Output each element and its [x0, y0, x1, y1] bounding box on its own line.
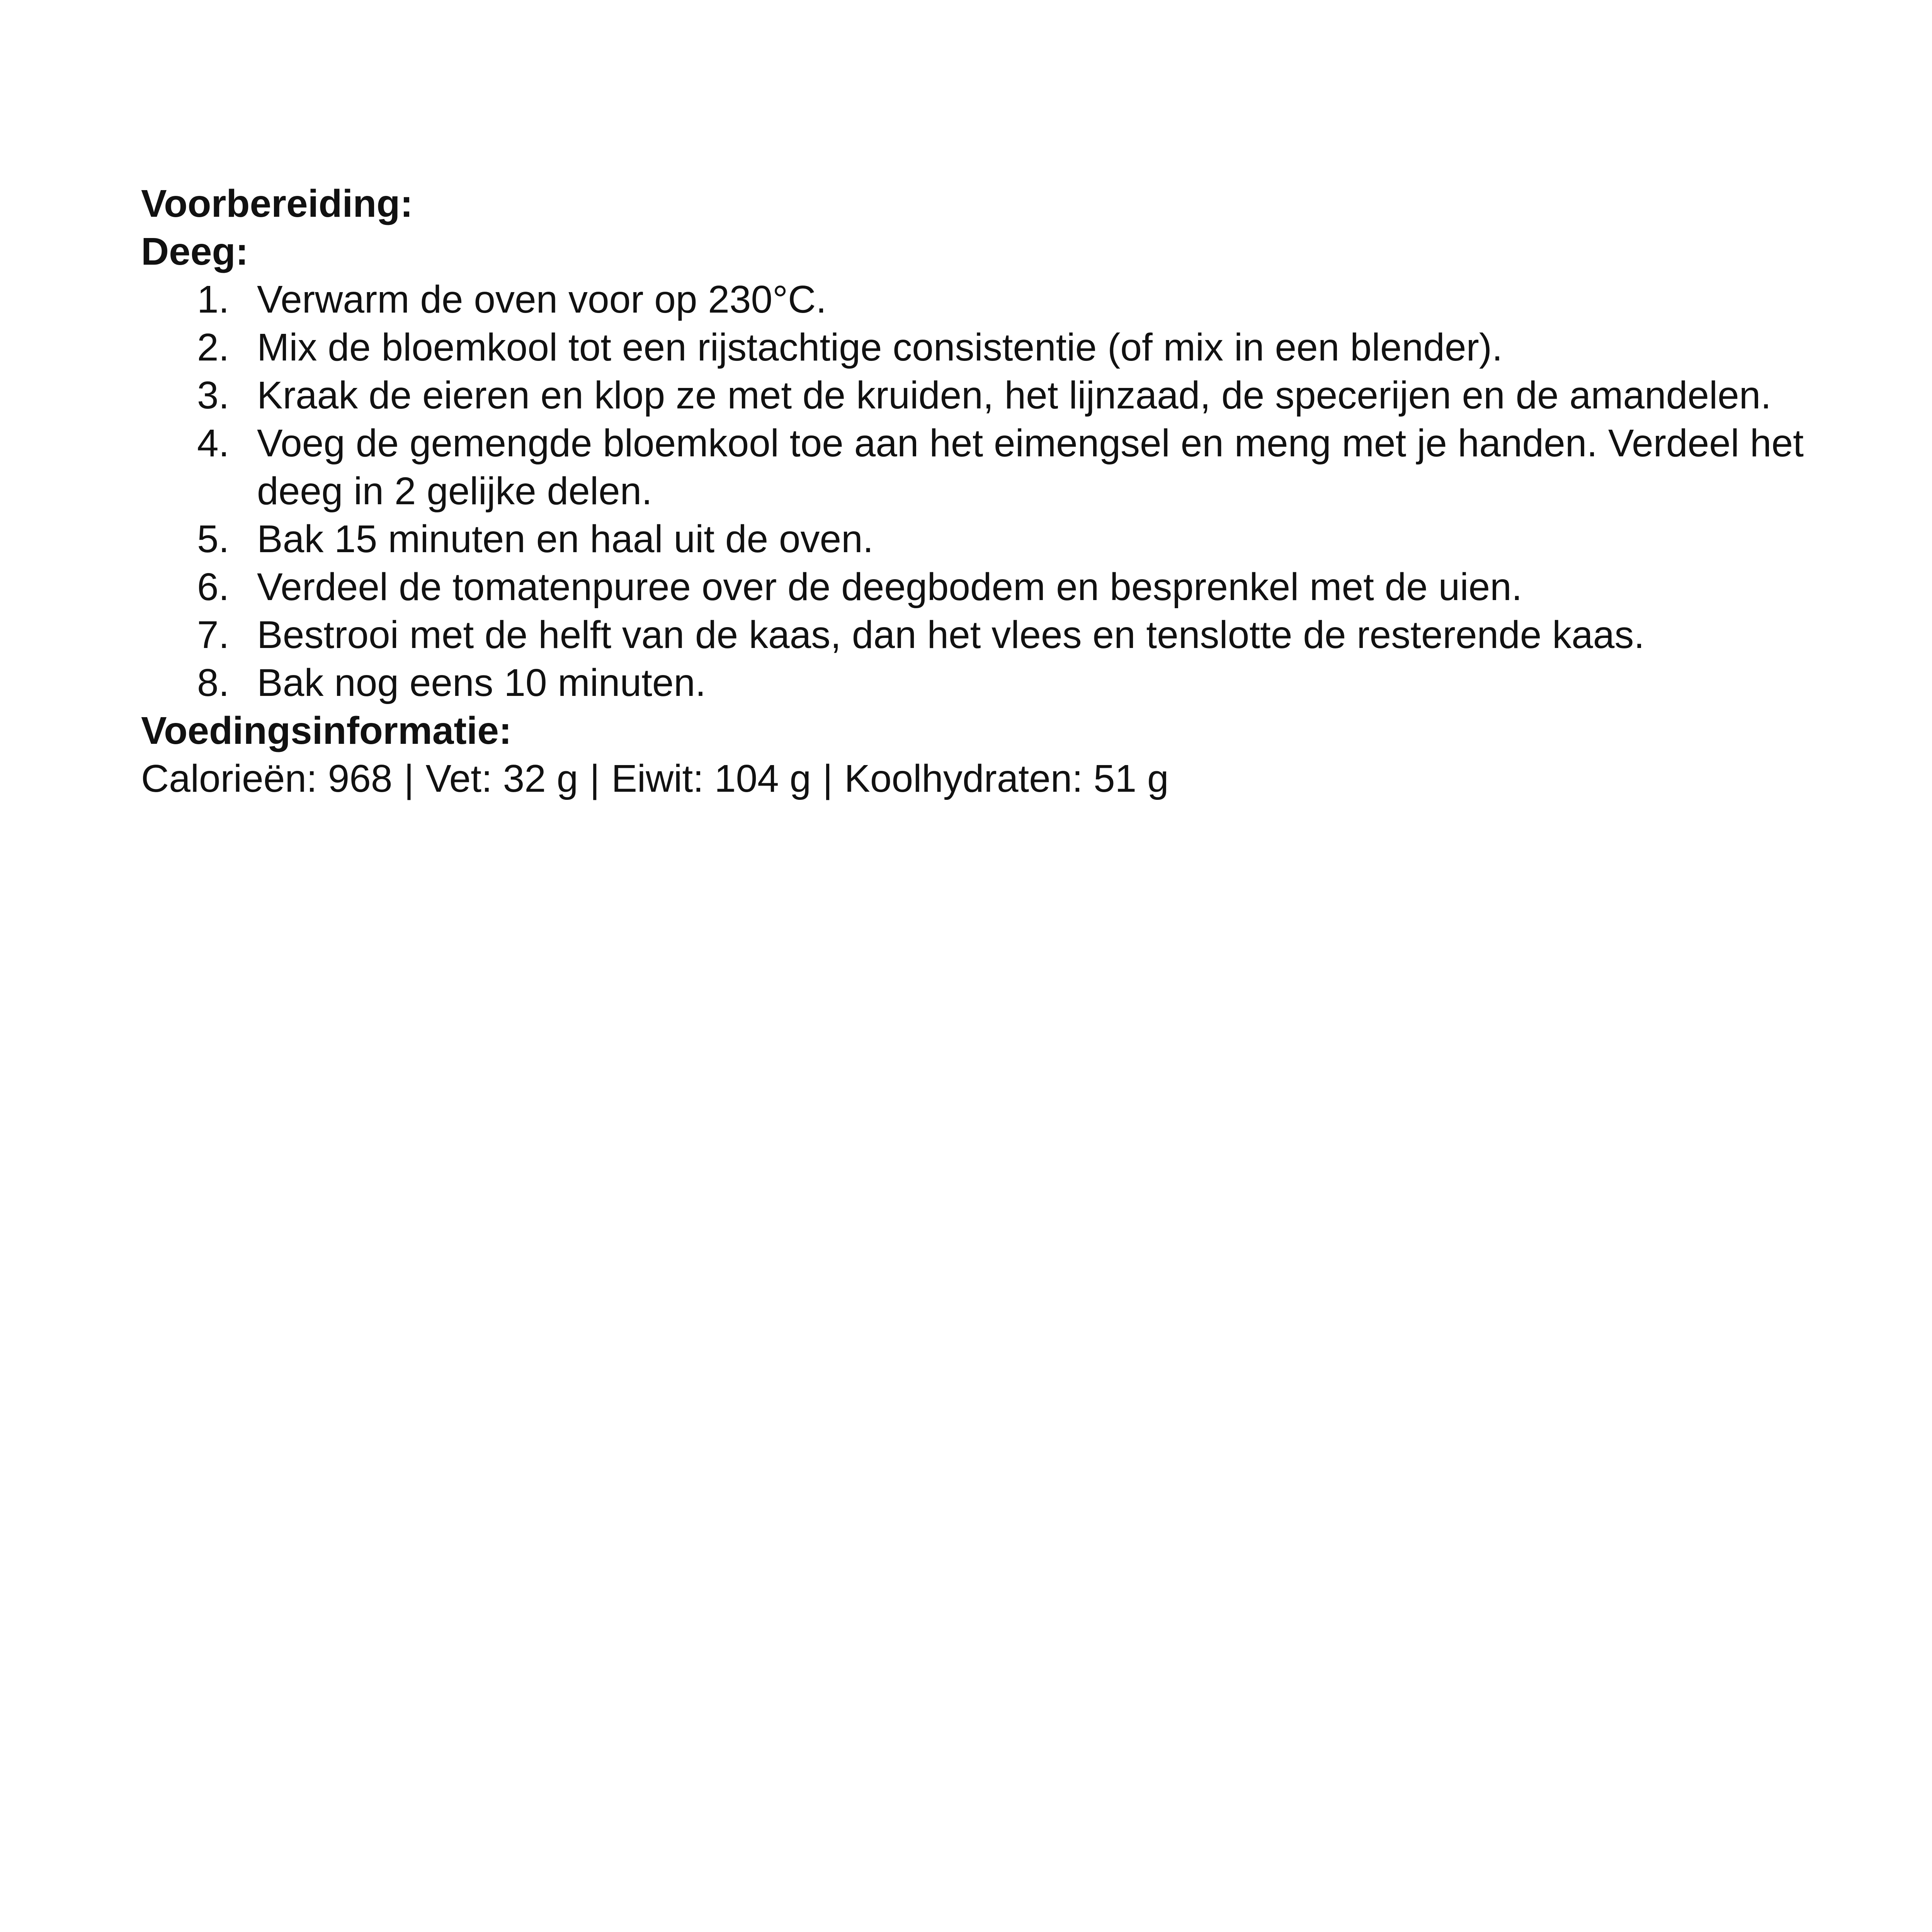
step-text: Verdeel de tomatenpuree over de deegbodem en besprenkel met de uien.	[257, 565, 1522, 609]
nutrition-heading: Voedingsinformatie:	[141, 709, 512, 752]
nutrition-fat: Vet: 32 g	[425, 757, 578, 800]
step-text: Bestrooi met de helft van de kaas, dan het vlees en tenslotte de resterende kaas.	[257, 613, 1645, 656]
step-number: 6.	[197, 565, 230, 609]
step-number: 1.	[197, 278, 230, 321]
step-number: 5.	[197, 517, 230, 561]
list-item	[141, 659, 1853, 707]
list-item	[141, 563, 1853, 611]
nutrition-separator: |	[823, 757, 833, 800]
step-text: Mix de bloemkool tot een rijstachtige consistentie (of mix in een blender).	[257, 326, 1503, 369]
list-item	[141, 323, 1853, 371]
list-item	[141, 611, 1853, 659]
step-text: Bak 15 minuten en haal uit de oven.	[257, 517, 874, 561]
step-text: Bak nog eens 10 minuten.	[257, 661, 706, 704]
nutrition-separator: |	[404, 757, 414, 800]
step-number: 4.	[197, 422, 230, 465]
step-text: Voeg de gemengde bloemkool toe aan het eimengsel en meng met je handen. Verdeel het deeg in 2 gelijke delen.	[257, 422, 1804, 513]
list-item	[141, 371, 1853, 419]
step-number: 2.	[197, 326, 230, 369]
nutrition-line	[141, 755, 1880, 803]
nutrition-calories: Calorieën: 968	[141, 757, 393, 800]
step-number: 3.	[197, 374, 230, 417]
list-item	[141, 276, 1853, 323]
step-number: 7.	[197, 613, 230, 656]
step-text: Verwarm de oven voor op 230°C.	[257, 278, 827, 321]
step-text: Kraak de eieren en klop ze met de kruiden, het lijnzaad, de specerijen en de amandelen.	[257, 374, 1772, 417]
recipe-page	[141, 180, 1880, 803]
preparation-heading: Voorbereiding:	[141, 182, 413, 225]
step-number: 8.	[197, 661, 230, 704]
steps-list	[141, 276, 1880, 707]
dough-heading: Deeg:	[141, 230, 248, 273]
nutrition-carbs: Koolhydraten: 51 g	[844, 757, 1169, 800]
list-item	[141, 419, 1853, 515]
nutrition-separator: |	[590, 757, 600, 800]
list-item	[141, 515, 1853, 563]
nutrition-protein: Eiwit: 104 g	[611, 757, 811, 800]
